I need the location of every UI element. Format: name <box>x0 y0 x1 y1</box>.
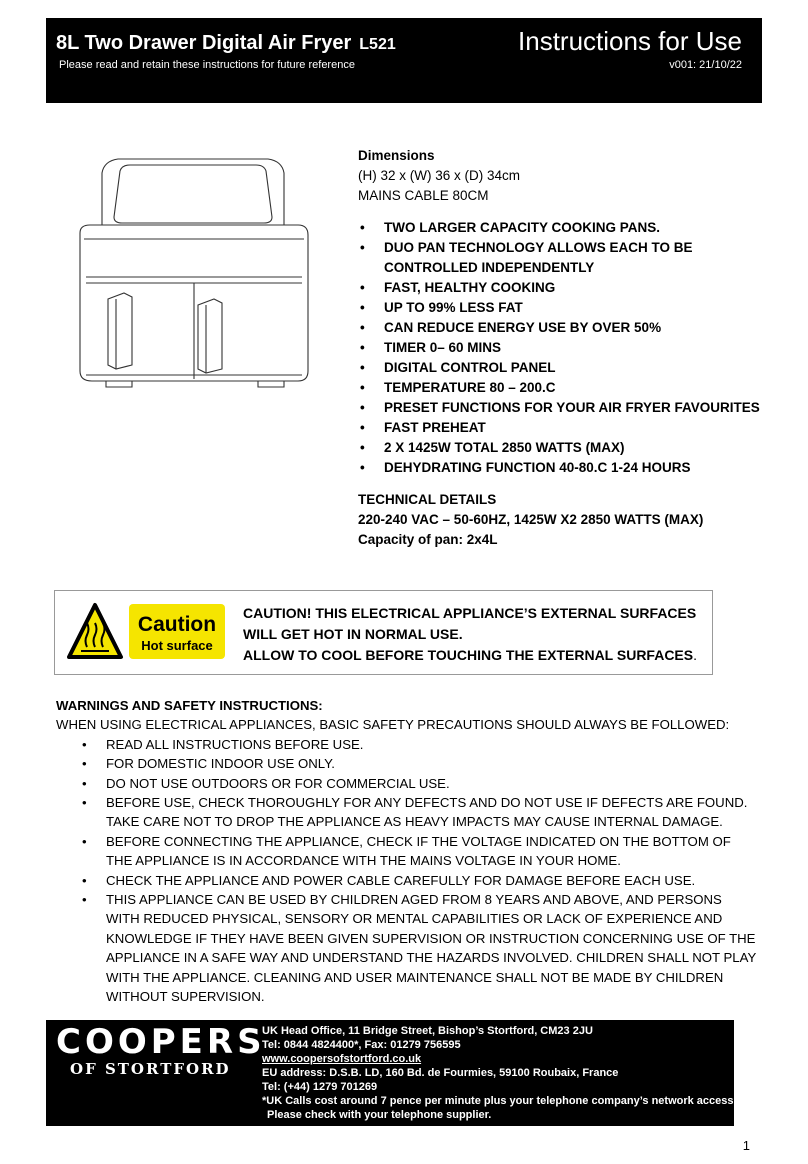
eu-address: EU address: D.S.B. LD, 160 Bd. de Fourmies, 59100 Roubaix, France <box>262 1067 619 1079</box>
caution-box <box>54 590 713 675</box>
caution-line-3: ALLOW TO COOL BEFORE TOUCHING THE EXTERNAL SURFACES <box>243 647 694 663</box>
list-item: • TEMPERATURE 80 – 200.C <box>358 378 768 398</box>
list-item: • PRESET FUNCTIONS FOR YOUR AIR FRYER FAVOURITES <box>358 398 768 418</box>
specifications <box>358 146 768 550</box>
list-item: • CHECK THE APPLIANCE AND POWER CABLE CAREFULLY FOR DAMAGE BEFORE EACH USE. <box>80 871 756 890</box>
list-item: • READ ALL INSTRUCTIONS BEFORE USE. <box>80 735 756 754</box>
technical-details <box>358 490 768 550</box>
page-number: 1 <box>742 1138 750 1153</box>
list-item: • FOR DOMESTIC INDOOR USE ONLY. <box>80 754 756 773</box>
technical-capacity: Capacity of pan: 2x4L <box>358 532 498 547</box>
air-fryer-illustration <box>62 143 326 391</box>
list-item: • TIMER 0– 60 MINS <box>358 338 768 358</box>
list-item: • TWO LARGER CAPACITY COOKING PANS. <box>358 218 768 238</box>
document-title <box>56 32 396 55</box>
technical-heading: TECHNICAL DETAILS <box>358 492 497 507</box>
feature-list <box>358 218 768 478</box>
list-item: • DO NOT USE OUTDOORS OR FOR COMMERCIAL USE. <box>80 774 756 793</box>
caution-sign-sub: Hot surface <box>141 638 213 653</box>
list-item: • UP TO 99% LESS FAT <box>358 298 768 318</box>
version-label: v001: 21/10/22 <box>669 59 742 71</box>
call-check-note: Please check with your telephone supplier. <box>267 1109 492 1121</box>
eu-tel: Tel: (+44) 1279 701269 <box>262 1081 378 1093</box>
warnings-intro: WHEN USING ELECTRICAL APPLIANCES, BASIC SAFETY PRECAUTIONS SHOULD ALWAYS BE FOLLOWED: <box>56 717 730 733</box>
model-number: L521 <box>359 36 396 53</box>
list-item: • FAST, HEALTHY COOKING <box>358 278 768 298</box>
brand-logo-sub: OF STORTFORD <box>70 1060 231 1078</box>
dimensions-heading: Dimensions <box>358 148 435 163</box>
document-subtitle: Please read and retain these instructions for future reference <box>59 59 355 71</box>
dimensions-value: (H) 32 x (W) 36 x (D) 34cm <box>358 168 521 183</box>
list-item: • DUO PAN TECHNOLOGY ALLOWS EACH TO BE CONTROLLED INDEPENDENTLY <box>358 238 768 278</box>
list-item: • CAN REDUCE ENERGY USE BY OVER 50% <box>358 318 768 338</box>
list-item: • DEHYDRATING FUNCTION 40-80.C 1-24 HOURS <box>358 458 768 478</box>
product-name: 8L Two Drawer Digital Air Fryer <box>56 32 352 54</box>
warnings-heading: WARNINGS AND SAFETY INSTRUCTIONS: <box>56 698 323 713</box>
header-banner <box>46 18 762 103</box>
head-office-address: UK Head Office, 11 Bridge Street, Bishop’s Stortford, CM23 2JU <box>262 1025 593 1037</box>
warnings-list <box>80 735 756 1007</box>
list-item: • 2 X 1425W TOTAL 2850 WATTS (MAX) <box>358 438 768 458</box>
caution-line-3-end: . <box>693 647 697 663</box>
list-item: • FAST PREHEAT <box>358 418 768 438</box>
tel-fax: Tel: 0844 4824400*, Fax: 01279 756595 <box>262 1039 461 1051</box>
caution-line-2: WILL GET HOT IN NORMAL USE. <box>243 626 463 642</box>
mains-cable: MAINS CABLE 80CM <box>358 188 489 203</box>
caution-hot-surface-sign <box>65 601 257 663</box>
technical-power: 220-240 VAC – 50-60HZ, 1425W X2 2850 WATTS (MAX) <box>358 512 704 527</box>
caution-sign-word: Caution <box>137 613 217 636</box>
warning-triangle-icon <box>69 605 121 657</box>
list-item: • BEFORE USE, CHECK THOROUGHLY FOR ANY DEFECTS AND DO NOT USE IF DEFECTS ARE FOUND. TAKE CARE NOT TO DROP THE APPLIANCE AS HEAVY IMPACTS MAY CAUSE INTERNAL DAMAGE. <box>80 793 756 832</box>
website-link[interactable]: www.coopersofstortford.co.uk <box>262 1053 422 1065</box>
caution-line-1: CAUTION! THIS ELECTRICAL APPLIANCE’S EXTERNAL SURFACES <box>243 605 697 621</box>
contact-info <box>262 1024 737 1122</box>
list-item: • THIS APPLIANCE CAN BE USED BY CHILDREN AGED FROM 8 YEARS AND ABOVE, AND PERSONS WITH REDUCED PHYSICAL, SENSORY OR MENTAL CAPABILITIES OR LACK OF EXPERIENCE AND KNOWLEDGE IF THEY HAVE BEEN GIVEN SUPERVISION OR INSTRUCTION CONCERNING USE OF THE APPLIANCE IN A SAFE WAY AND UNDERSTAND THE HAZARDS INVOLVED. CHILDREN SHALL NOT PLAY WITH THE APPLIANCE. CLEANING AND USER MAINTENANCE SHALL NOT BE MADE BY CHILDREN WITHOUT SUPERVISION. <box>80 890 756 1006</box>
caution-message <box>243 603 713 666</box>
list-item: • DIGITAL CONTROL PANEL <box>358 358 768 378</box>
instructions-title: Instructions for Use <box>518 26 742 56</box>
warnings-section <box>56 696 756 1007</box>
brand-logo: COOPERS <box>56 1022 266 1062</box>
footer-banner <box>46 1020 737 1126</box>
call-cost-note: *UK Calls cost around 7 pence per minute plus your telephone company’s network access. <box>262 1095 737 1107</box>
list-item: • BEFORE CONNECTING THE APPLIANCE, CHECK IF THE VOLTAGE INDICATED ON THE BOTTOM OF THE APPLIANCE IS IN ACCORDANCE WITH THE MAINS VOLTAGE IN YOUR HOME. <box>80 832 756 871</box>
